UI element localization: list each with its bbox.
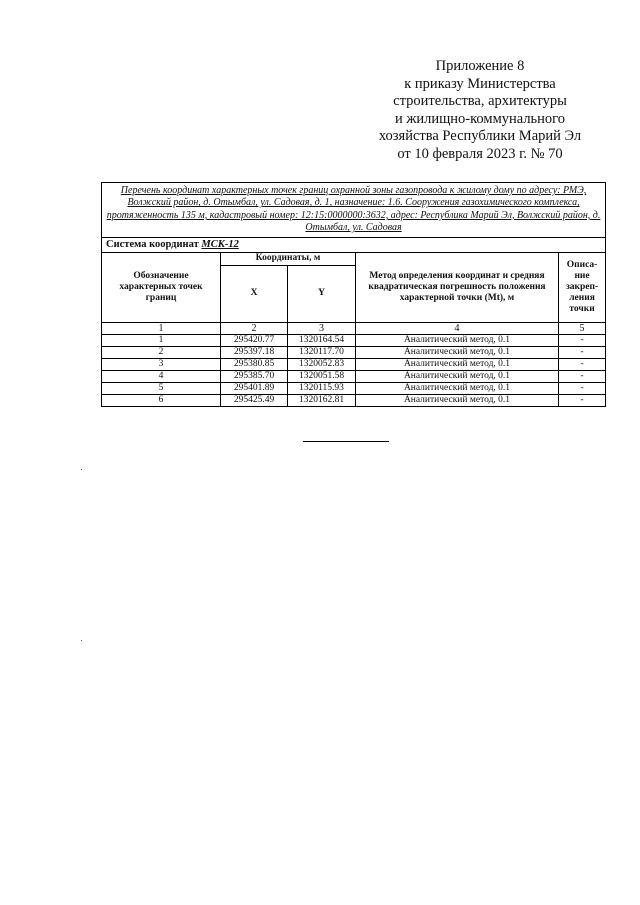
column-number: 4 xyxy=(356,322,559,334)
column-number: 2 xyxy=(221,322,288,334)
column-number: 3 xyxy=(288,322,356,334)
cell-y: 1320115.93 xyxy=(288,382,356,394)
cell-fixing: - xyxy=(559,394,606,406)
cell-y: 1320052.83 xyxy=(288,358,356,370)
appendix-header xyxy=(360,58,600,164)
cell-x: 295380.85 xyxy=(221,358,288,370)
cell-x: 295425.49 xyxy=(221,394,288,406)
table-row xyxy=(102,346,606,358)
coordinate-system-value: МСК-12 xyxy=(201,239,239,251)
appendix-line: хозяйства Республики Марий Эл xyxy=(378,128,582,145)
cell-fixing: - xyxy=(559,370,606,382)
appendix-line: строительства, архитектуры xyxy=(393,93,567,110)
cell-method: Аналитический метод, 0.1 xyxy=(356,346,559,358)
column-number: 1 xyxy=(102,322,221,334)
coordinate-system xyxy=(102,237,606,252)
cell-point: 1 xyxy=(102,334,221,346)
cell-fixing: - xyxy=(559,358,606,370)
cell-point: 5 xyxy=(102,382,221,394)
cell-method: Аналитический метод, 0.1 xyxy=(356,382,559,394)
table-row xyxy=(102,358,606,370)
table-row xyxy=(102,394,606,406)
table-row xyxy=(102,334,606,346)
cell-y: 1320051.58 xyxy=(288,370,356,382)
cell-point: 3 xyxy=(102,358,221,370)
cell-method: Аналитический метод, 0.1 xyxy=(356,394,559,406)
scan-speck xyxy=(81,469,82,470)
cell-x: 295401.89 xyxy=(221,382,288,394)
coordinates-table xyxy=(101,182,606,407)
cell-point: 2 xyxy=(102,346,221,358)
column-number: 5 xyxy=(559,322,606,334)
appendix-line: от 10 февраля 2023 г. № 70 xyxy=(397,145,563,162)
cell-method: Аналитический метод, 0.1 xyxy=(356,370,559,382)
scan-speck xyxy=(81,640,82,641)
cell-point: 6 xyxy=(102,394,221,406)
coordinate-system-label: Система координат xyxy=(106,239,199,251)
table-title: Перечень координат характерных точек границ охранной зоны газопровода к жилому дому по адресу: РМЭ, Волжский район, д. Отымбал, ул. Садовая, д. 1, назначение: 1.6. Сооружения газохимического комплекса, протяженность 135 м, кадастровый номер: 12:15:0000000:3632, адрес: Республика Марий Эл, Волжский район, д. Отымбал, ул. Садовая xyxy=(102,183,606,238)
header-method: Метод определения координат и средняя квадратическая погрешность положения характерной точки (Mt), м xyxy=(356,252,559,322)
header-designation: Обозначение характерных точек границ xyxy=(102,252,221,322)
cell-fixing: - xyxy=(559,382,606,394)
cell-x: 295420.77 xyxy=(221,334,288,346)
cell-x: 295397.18 xyxy=(221,346,288,358)
appendix-line: Приложение 8 xyxy=(435,58,525,74)
cell-y: 1320164.54 xyxy=(288,334,356,346)
end-divider xyxy=(303,441,389,442)
header-y: Y xyxy=(288,265,356,322)
cell-y: 1320117.70 xyxy=(288,346,356,358)
header-coordinates: Координаты, м xyxy=(221,252,356,265)
appendix-line: к приказу Министерства xyxy=(404,75,556,92)
cell-y: 1320162.81 xyxy=(288,394,356,406)
cell-fixing: - xyxy=(559,334,606,346)
table-row xyxy=(102,382,606,394)
table-row xyxy=(102,370,606,382)
cell-x: 295385.70 xyxy=(221,370,288,382)
header-x: X xyxy=(221,265,288,322)
cell-point: 4 xyxy=(102,370,221,382)
cell-method: Аналитический метод, 0.1 xyxy=(356,334,559,346)
cell-fixing: - xyxy=(559,346,606,358)
cell-method: Аналитический метод, 0.1 xyxy=(356,358,559,370)
header-fixing: Описа-ние закреп-ления точки xyxy=(559,252,606,322)
appendix-line: и жилищно-коммунального xyxy=(394,110,566,127)
